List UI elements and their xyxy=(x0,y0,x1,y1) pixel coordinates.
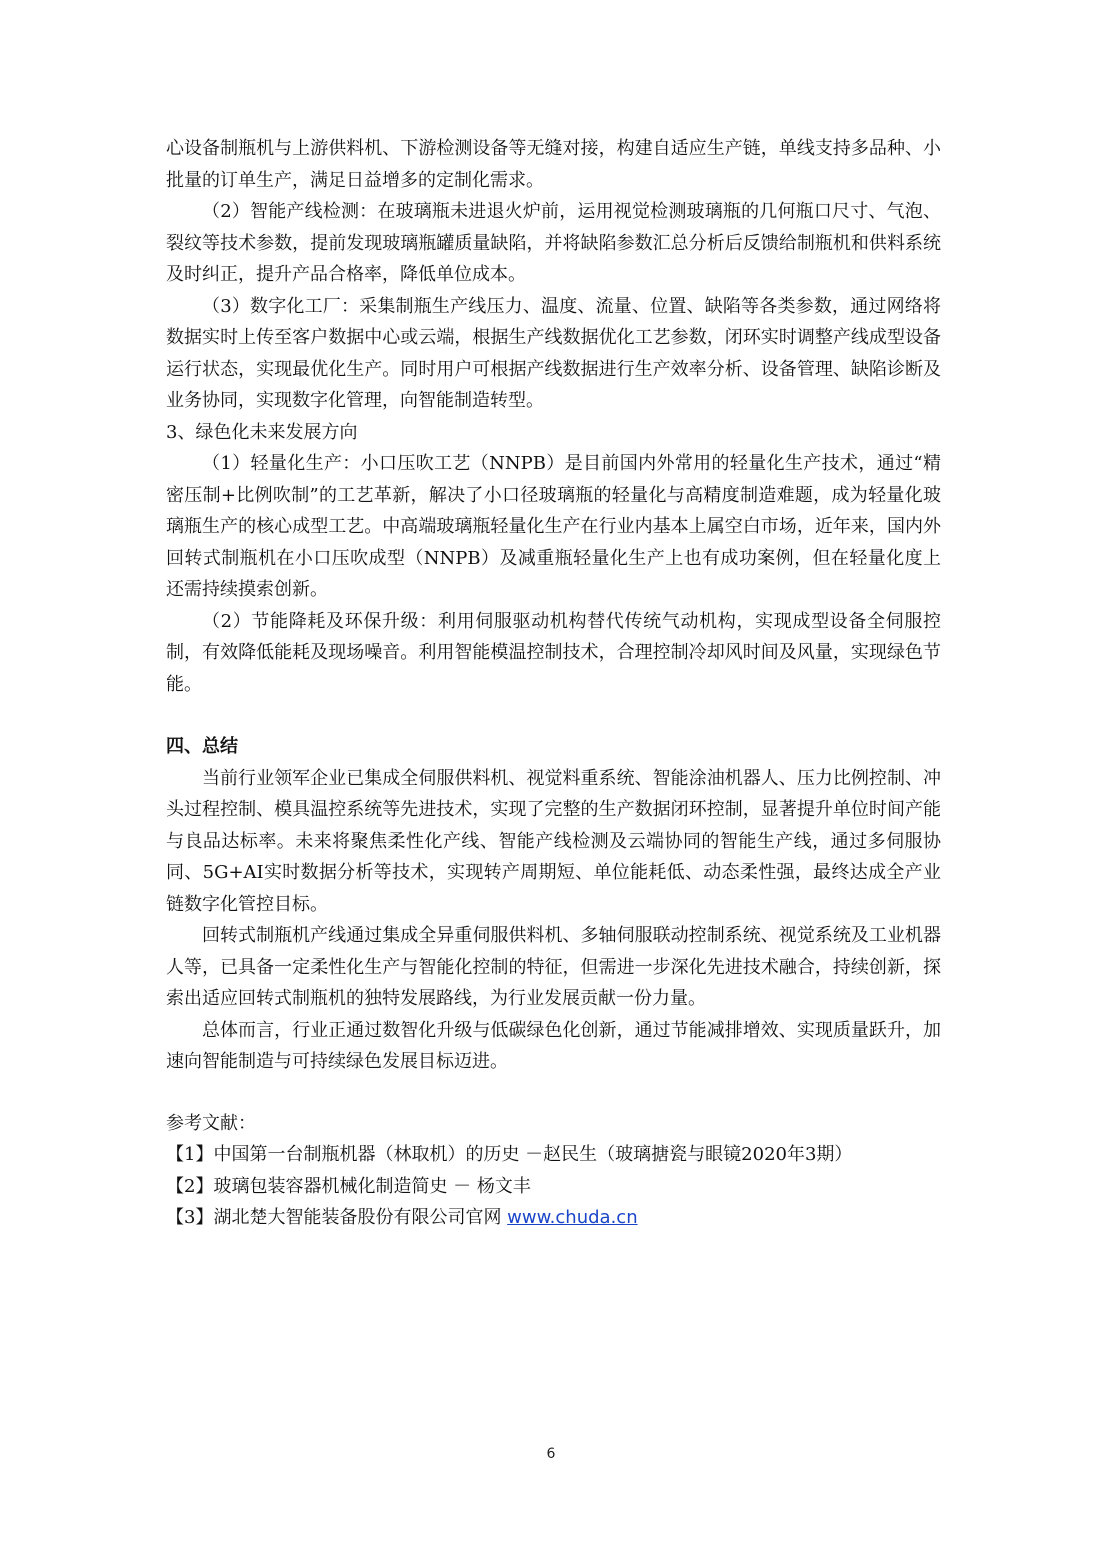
page-content xyxy=(166,133,941,1234)
paragraph-energy-saving: （2）节能降耗及环保升级：利用伺服驱动机构替代传统气动机构，实现成型设备全伺服控制，有效降低能耗及现场噪音。利用智能模温控制技术，合理控制冷却风时间及风量，实现绿色节能。 xyxy=(166,610,941,695)
section-heading-summary: 四、总结 xyxy=(166,736,238,757)
paragraph-lightweight-production: （1）轻量化生产：小口压吹工艺（NNPB）是目前国内外常用的轻量化生产技术，通过“精密压制+比例吹制”的工艺革新，解决了小口径玻璃瓶的轻量化与高精度制造难题，成为轻量化玻璃瓶生产的核心成型工艺。中高端玻璃瓶轻量化生产在行业内基本上属空白市场，近年来，国内外回转式制瓶机在小口压吹成型（NNPB）及减重瓶轻量化生产上也有成功案例，但在轻量化度上还需持续摸索创新。 xyxy=(166,453,941,600)
reference-link-chuda[interactable]: www.chuda.cn xyxy=(507,1207,638,1228)
summary-paragraph-1: 当前行业领军企业已集成全伺服供料机、视觉料重系统、智能涂油机器人、压力比例控制、冲头过程控制、模具温控系统等先进技术，实现了完整的生产数据闭环控制，显著提升单位时间产能与良品达标率。未来将聚焦柔性化产线、智能产线检测及云端协同的智能生产线，通过多伺服协同、5G+AI实时数据分析等技术，实现转产周期短、单位能耗低、动态柔性强，最终达成全产业链数字化管控目标。 xyxy=(166,767,941,915)
reference-item-3 xyxy=(166,1202,941,1234)
paragraph-digital-factory: （3）数字化工厂：采集制瓶生产线压力、温度、流量、位置、缺陷等各类参数，通过网络将数据实时上传至客户数据中心或云端，根据生产线数据优化工艺参数，闭环实时调整产线成型设备运行状态，实现最优化生产。同时用户可根据产线数据进行生产效率分析、设备管理、缺陷诊断及业务协同，实现数字化管理，向智能制造转型。 xyxy=(166,295,941,411)
reference-item-1: 【1】中国第一台制瓶机器（林取机）的历史 －赵民生（玻璃搪瓷与眼镜2020年3期） xyxy=(166,1144,853,1165)
paragraph-smart-inspection: （2）智能产线检测：在玻璃瓶未进退火炉前，运用视觉检测玻璃瓶的几何瓶口尺寸、气泡、裂纹等技术参数，提前发现玻璃瓶罐质量缺陷，并将缺陷参数汇总分析后反馈给制瓶机和供料系统及时纠正，提升产品合格率，降低单位成本。 xyxy=(166,201,941,285)
summary-paragraph-3: 总体而言，行业正通过数智化升级与低碳绿色化创新，通过节能减排增效、实现质量跃升，加速向智能制造与可持续绿色发展目标迈进。 xyxy=(166,1019,941,1072)
reference-item-2: 【2】玻璃包装容器机械化制造简史 － 杨文丰 xyxy=(166,1175,531,1197)
references-title: 参考文献： xyxy=(166,1112,256,1134)
page-number: 6 xyxy=(546,1446,556,1462)
subheading-green-direction: 3、绿色化未来发展方向 xyxy=(166,421,358,443)
paragraph-continued: 心设备制瓶机与上游供料机、下游检测设备等无缝对接，构建自适应生产链，单线支持多品种、小批量的订单生产，满足日益增多的定制化需求。 xyxy=(166,138,941,191)
summary-paragraph-2: 回转式制瓶机产线通过集成全异重伺服供料机、多轴伺服联动控制系统、视觉系统及工业机器人等，已具备一定柔性化生产与智能化控制的特征，但需进一步深化先进技术融合，持续创新，探索出适应回转式制瓶机的独特发展路线，为行业发展贡献一份力量。 xyxy=(166,925,941,1009)
reference-item-3-text: 【3】湖北楚大智能装备股份有限公司官网 xyxy=(166,1207,508,1228)
